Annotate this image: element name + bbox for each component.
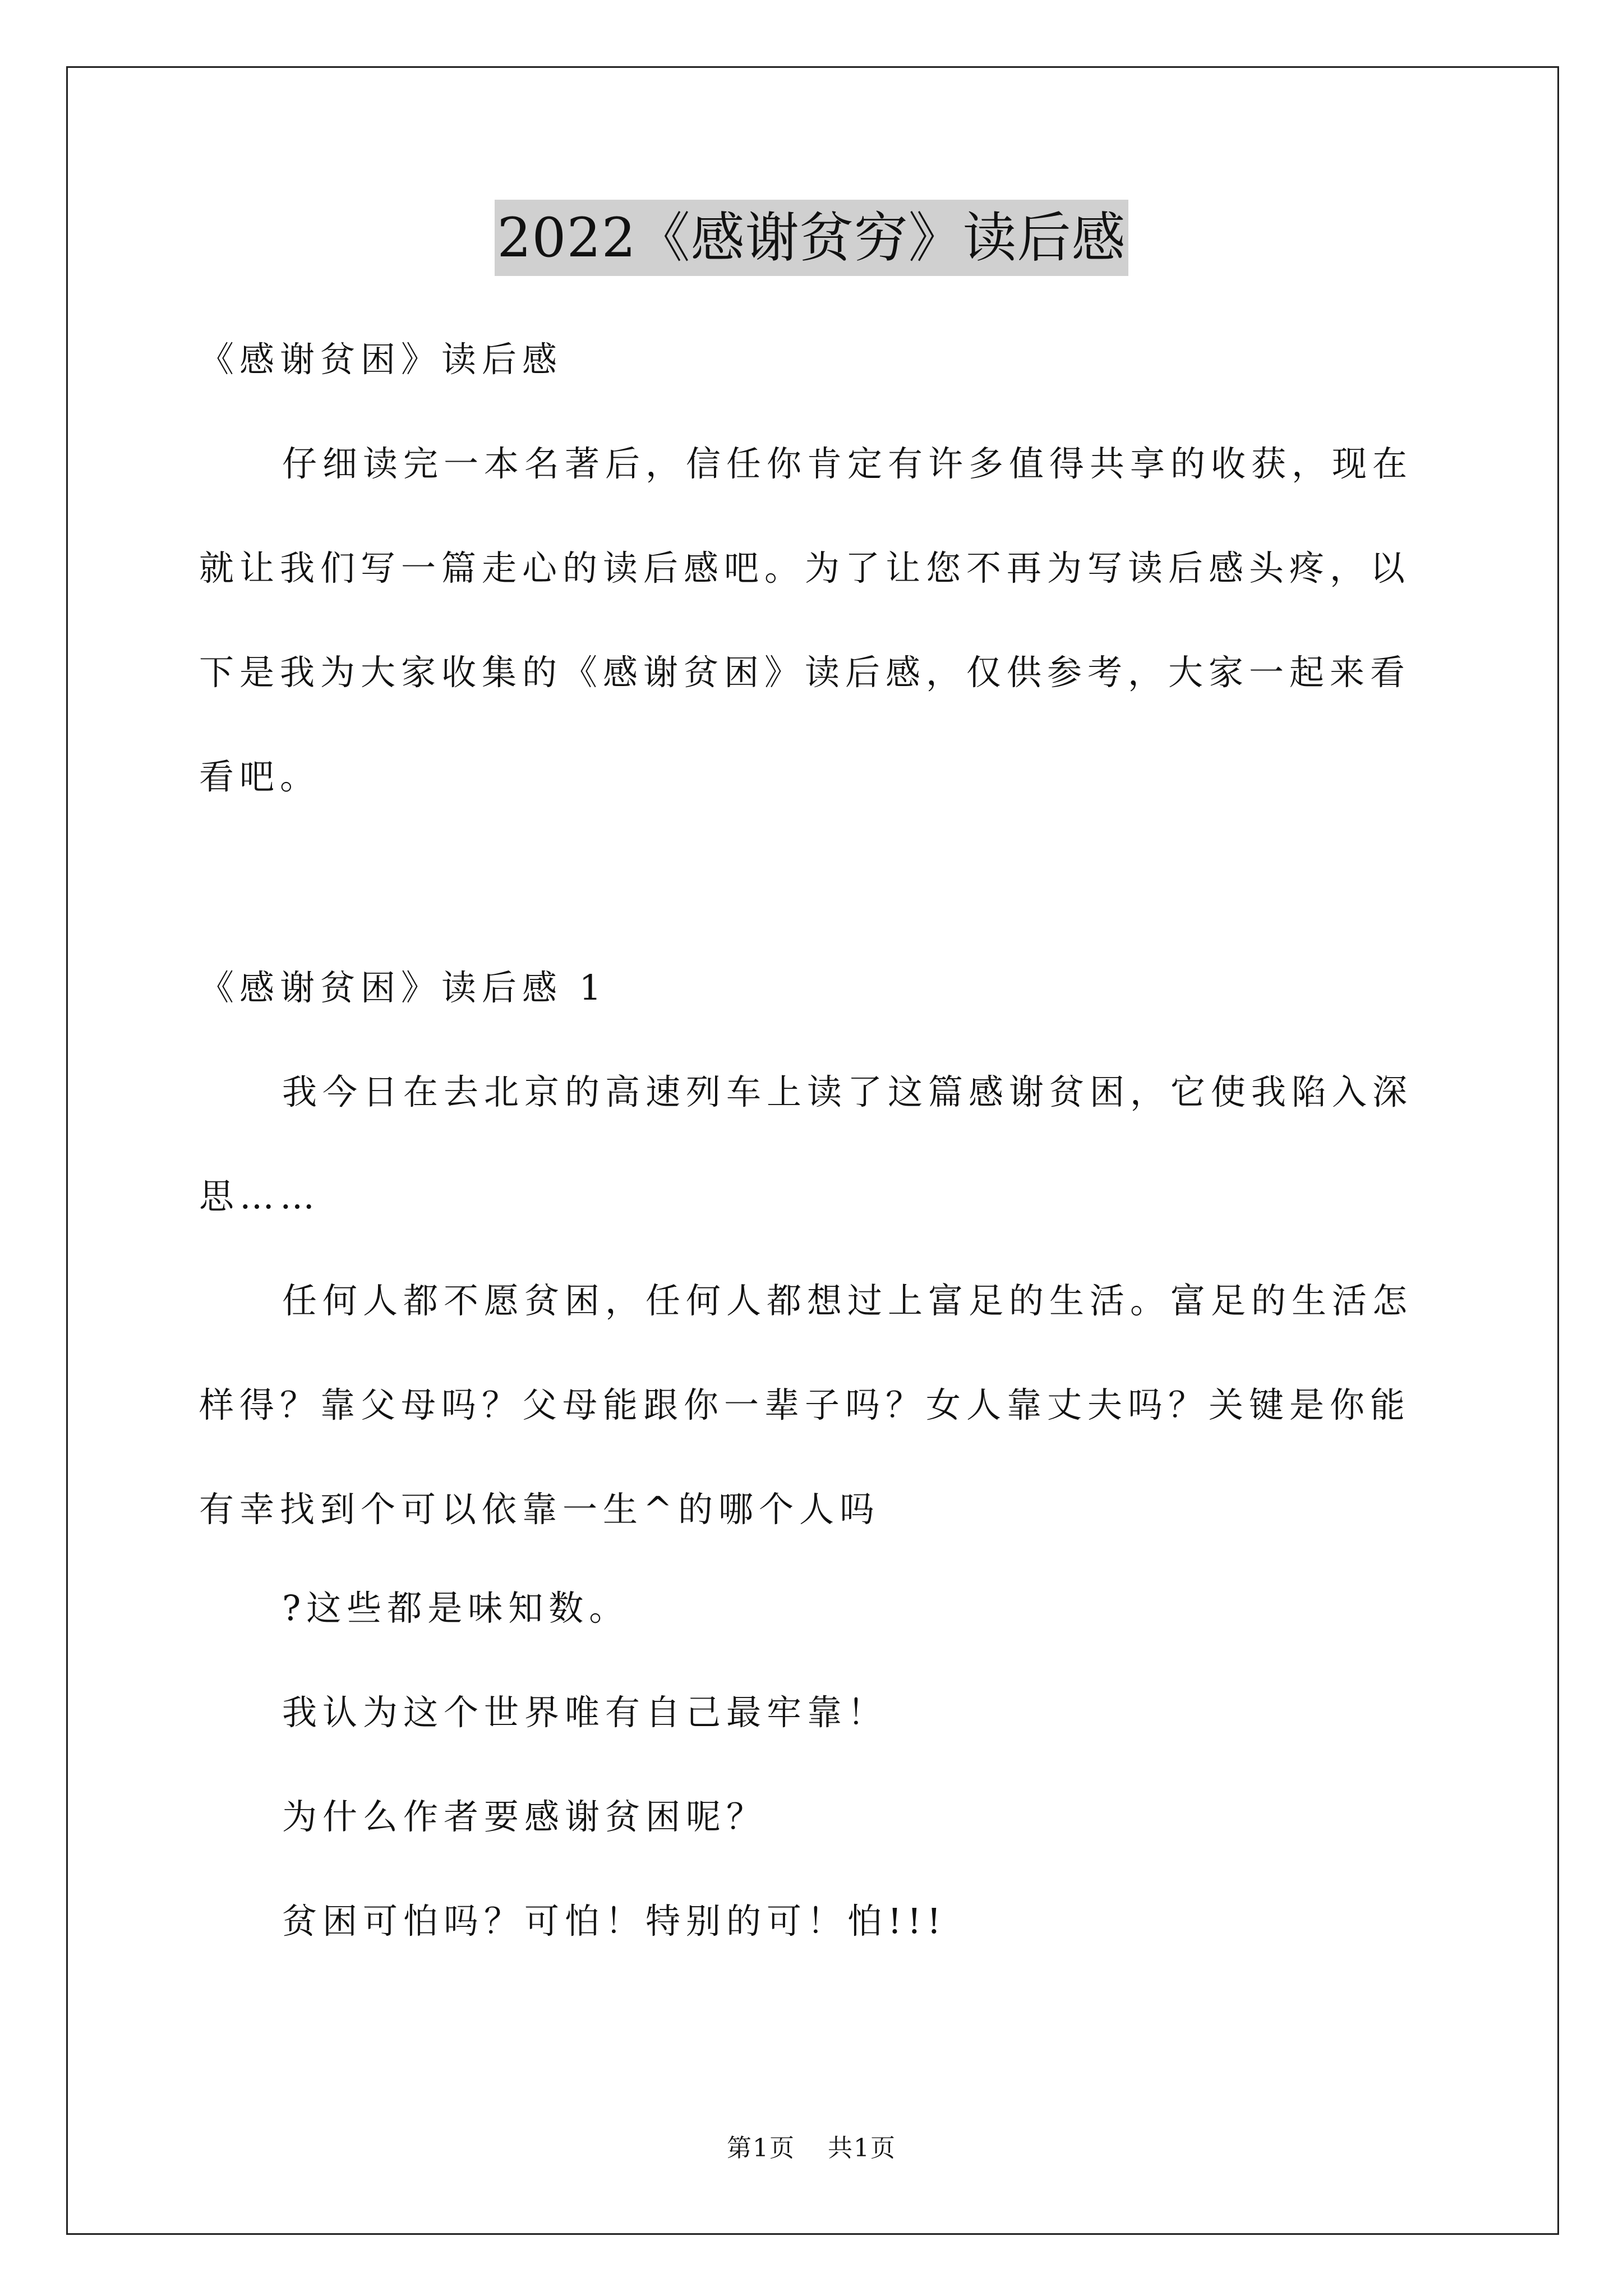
title-container — [0, 200, 1623, 276]
body-paragraph: 贫困可怕吗？可怕！特别的可！怕!!! — [282, 1901, 947, 1941]
page-total: 共1页 — [828, 2134, 896, 2162]
body-paragraph: 为什么作者要感谢贫困呢？ — [282, 1796, 767, 1837]
page-number: 第1页 — [727, 2134, 795, 2162]
body-paragraph: 我认为这个世界唯有自己最牢靠！ — [282, 1692, 888, 1733]
body-paragraph: 任何人都不愿贫困，任何人都想过上富足的生活。富足的生活怎样得？靠父母吗？父母能跟你一辈子吗？女人靠丈夫吗？关键是你能有幸找到个可以依靠一生^的哪个人吗 — [199, 1280, 1413, 1530]
section-heading: 《感谢贫困》读后感 1 — [199, 967, 607, 1008]
section-heading: 《感谢贫困》读后感 — [199, 339, 563, 380]
document-body — [199, 307, 1427, 1973]
intro-paragraph: 仔细读完一本名著后，信任你肯定有许多值得共享的收获，现在就让我们写一篇走心的读后感吧。为了让您不再为写读后感头疼，以下是我为大家收集的《感谢贫困》读后感，仅供参考，大家一起来看看吧。 — [199, 443, 1413, 797]
document-title: 2022《感谢贫穷》读后感 — [495, 200, 1128, 276]
body-paragraph: ?这些都是味知数。 — [282, 1588, 630, 1628]
body-paragraph: 我今日在去北京的高速列车上读了这篇感谢贫困，它使我陷入深思…… — [199, 1071, 1413, 1217]
page-footer — [0, 2132, 1623, 2165]
